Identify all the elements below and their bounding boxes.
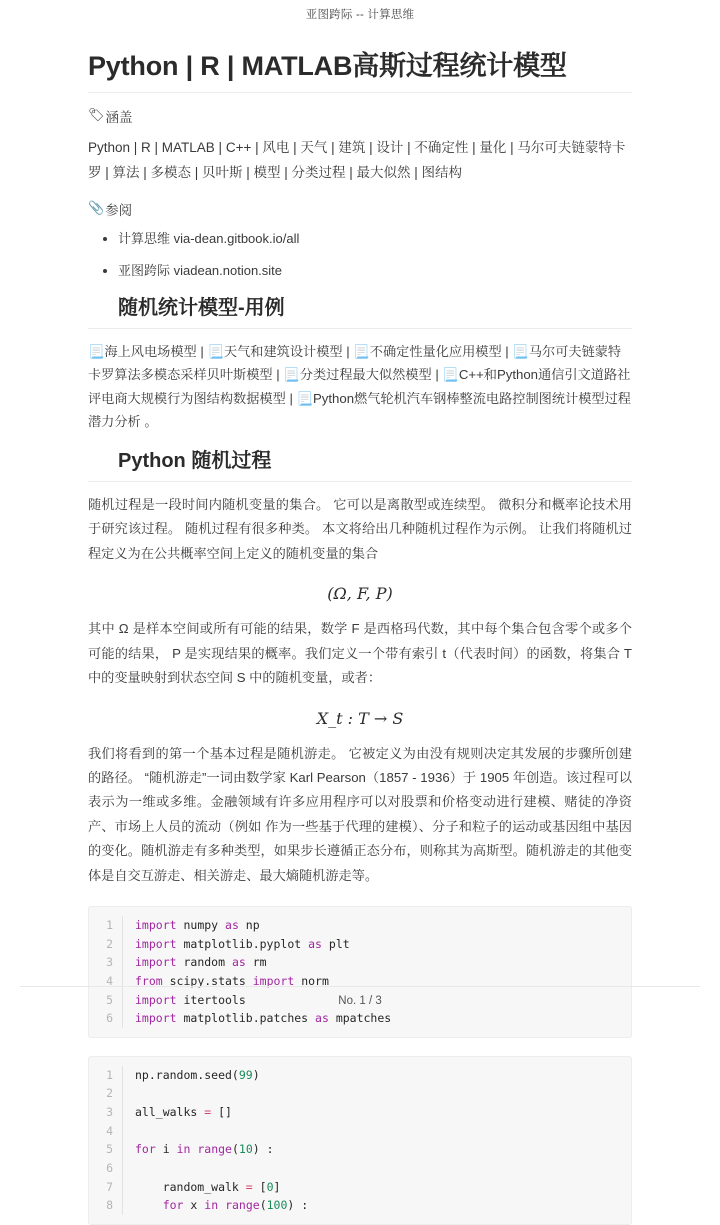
page-footer [0,986,720,1019]
running-header: 亚图跨际 -- 计算思维 [305,9,415,21]
code-line-number: 8 [89,1196,123,1215]
code-line-number: 5 [89,991,123,1010]
paragraph-random-walk: 我们将看到的第一个基本过程是随机游走。 它被定义为由没有规则决定其发展的步骤所创建的路径。 “随机游走”一词由数学家 Karl Pearson（1857 - 1936）于 1905 年创造。该过程可以表示为一维或多维。金融领域有许多应用程序可以对股票和价格变动进行建模、赌徒的净资产、市场上人员的流动（例如 作为一些基于代理的建模）、分子和粒子的运动或基因组中基因的变化。随机游走有多种类型，如果步长遵循正态分布，则称其为高斯型。随机游走的其他变体是自交互游走、相关游走、最大熵随机游走等。 [88,745,632,883]
code-line-number: 4 [89,1122,123,1141]
code-line-text: np.random.seed(99) [135,1067,260,1082]
code-line-text: import matplotlib.patches as mpatches [135,1011,392,1026]
code-line [89,1066,631,1085]
code-line [89,1103,631,1122]
list-item[interactable]: • 亚图跨际 viadean.notion.site [118,261,632,281]
random-walk-code-block[interactable] [88,1056,632,1225]
references-label: 参阅 [105,202,133,218]
code-line-text: import random as rm [135,955,267,970]
code-line-text [123,1122,142,1141]
code-line [89,1178,631,1197]
code-line [89,1159,631,1178]
code-line [89,1196,631,1215]
code-line-number: 7 [89,1178,123,1197]
code-line-number: 6 [89,1159,123,1178]
document-content [0,50,720,1225]
formula-random-variable-map: X_t : T → S [316,708,404,728]
covers-heading [88,106,632,126]
reference-list [88,229,632,281]
code-line-text: random_walk = [0] [135,1179,281,1194]
code-line [89,935,631,954]
code-line-number: 1 [89,1066,123,1085]
code-line-text: for x in range(100) : [162,1198,309,1213]
code-line-text [123,1084,142,1103]
code-line-number: 2 [89,1084,123,1103]
code-line-number: 4 [89,972,123,991]
page-title: Python | R | MATLAB高斯过程统计模型 [88,50,632,93]
code-line-number: 5 [89,1140,123,1159]
code-line [89,1084,631,1103]
formula-probability-space: (Ω, F, P) [327,584,393,604]
code-line [89,1122,631,1141]
code-line-text: from scipy.stats import norm [135,973,329,988]
code-line-text: all_walks = [] [135,1105,232,1120]
references-heading [88,199,632,219]
code-line-text [123,1159,142,1178]
tag-list: Python | R | MATLAB | C++ | 风电 | 天气 | 建筑 | 设计 | 不确定性 | 量化 | 马尔可夫链蒙特卡罗 | 算法 | 多模态 | 贝叶斯 | 模型 | 分类过程 | 最大似然 | 图结构 [88,139,626,180]
covers-label: 涵盖 [105,109,133,125]
footer-divider [20,986,700,987]
code-line-text: import itertools [135,992,246,1007]
code-line [89,916,631,935]
code-line-text: for i in range(10) : [135,1142,274,1157]
code-line-number: 1 [89,916,123,935]
label-tag-icon: 🏷 [88,108,105,124]
section-heading-usecases: 随机统计模型-用例 [88,295,632,329]
list-item[interactable]: • 计算思维 via-dean.gitbook.io/all [118,229,632,249]
section-heading-stochastic-process: Python 随机过程 [88,448,632,482]
paperclip-icon: 📎 [88,201,105,217]
code-line-text: import numpy as np [135,918,260,933]
page-number: No. 1 / 3 [338,995,382,1007]
usecase-list-paragraph: 📃海上风电场模型 | 📃天气和建筑设计模型 | 📃不确定性量化应用模型 | 📃马尔可夫链蒙特卡罗算法多模态采样贝叶斯模型 | 📃分类过程最大似然模型 | 📃C++和Python通信引文道路社评电商大规模行为图结构数据模型 | 📃Python燃气轮机汽车钢棒整流电路控制图统计模型过程潜力分析 。 [88,343,631,430]
code-line-number: 3 [89,953,123,972]
code-line [89,1140,631,1159]
code-block-2-wrapper [88,1056,632,1225]
code-line-number: 2 [89,935,123,954]
code-line-text: import matplotlib.pyplot as plt [135,936,350,951]
paragraph-definitions: 其中 Ω 是样本空间或所有可能的结果，数学 F 是西格玛代数，其中每个集合包含零个或多个可能的结果， P 是实现结果的概率。我们定义一个带有索引 t（代表时间）的函数，将集合 T 中的变量映射到状态空间 S 中的随机变量，或者： [88,621,632,686]
code-line [89,953,631,972]
code-line-number: 3 [89,1103,123,1122]
code-line-number: 6 [89,1009,123,1028]
paragraph-intro: 随机过程是一段时间内随机变量的集合。 它可以是离散型或连续型。 微积分和概率论技术用于研究该过程。 随机过程有很多种类。 本文将给出几种随机过程作为示例。 让我们将随机过程定义为在公共概率空间上定义的随机变量的集合 [88,496,632,561]
